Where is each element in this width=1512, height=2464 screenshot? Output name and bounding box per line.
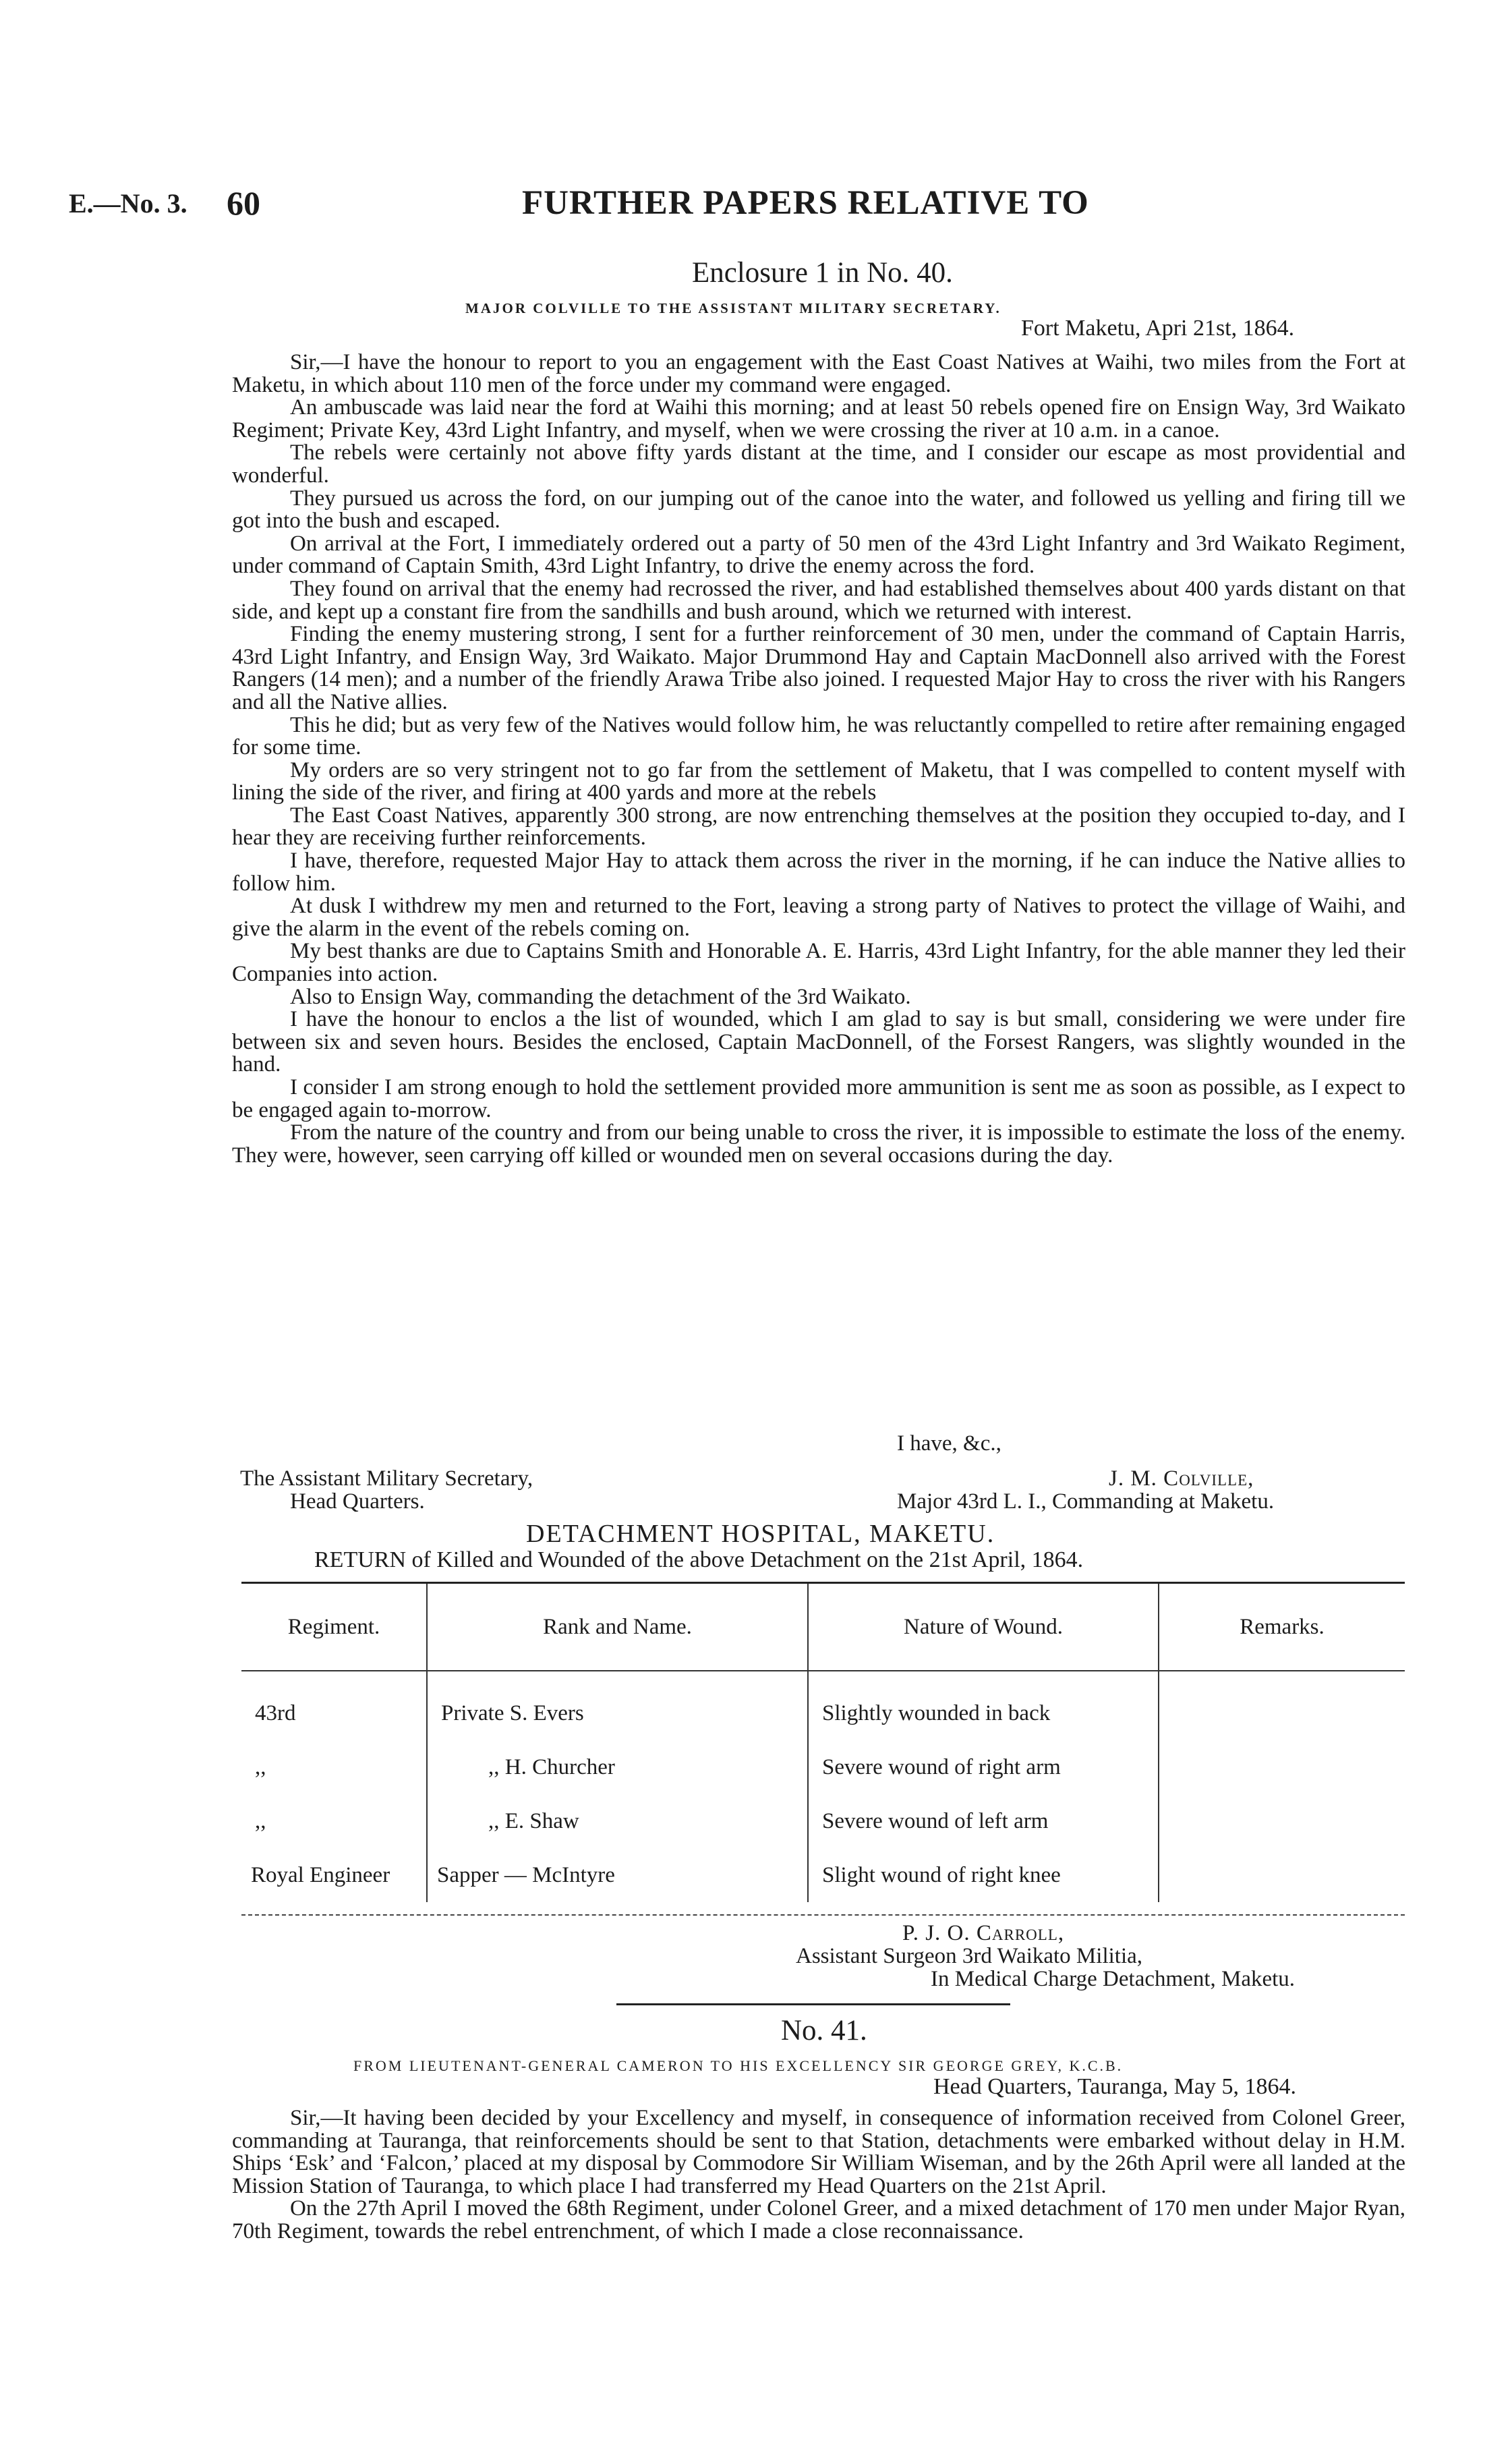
paragraph: At dusk I withdrew my men and returned to the Fort, leaving a strong party of Natives to protect the village of Waihi, and give the alarm in the event of the rebels coming on.	[232, 894, 1405, 941]
cell-rank-name: Sapper — McIntyre	[427, 1848, 808, 1902]
series-number: E.—No. 3.	[69, 188, 187, 219]
table-row	[241, 1848, 1405, 1902]
paragraph: An ambuscade was laid near the ford at Waihi this morning; and at least 50 rebels opened fire on Ensign Way, 3rd Waikato Regiment; Private Key, 43rd Light Infantry, and myself, when we were crossing the river at 10 a.m. in a canoe.	[232, 395, 1405, 442]
no41-place-date: Head Quarters, Tauranga, May 5, 1864.	[933, 2074, 1296, 2099]
paragraph: I have the honour to enclos a the list of wounded, which I am glad to say is but small, considering we were under fire between six and seven hours. Besides the enclosed, Captain MacDonnell, of the Forsest Rangers, was slightly wounded in the hand.	[232, 1007, 1405, 1077]
return-signature-line-2: In Medical Charge Detachment, Maketu.	[931, 1967, 1296, 1991]
signature-name: J. M. Colville,	[1109, 1466, 1254, 1491]
signature-title: Major 43rd L. I., Commanding at Maketu.	[897, 1489, 1275, 1514]
return-table	[241, 1584, 1405, 1902]
no41-from-to: FROM LIEUTENANT-GENERAL CAMERON TO HIS EXCELLENCY SIR GEORGE GREY, K.C.B.	[353, 2057, 1124, 2074]
table-row	[241, 1740, 1405, 1794]
cell-wound: Severe wound of left arm	[808, 1794, 1159, 1848]
no41-body	[232, 2107, 1405, 2243]
cell-rank-name: Private S. Evers	[427, 1686, 808, 1740]
return-title: DETACHMENT HOSPITAL, MAKETU.	[526, 1520, 995, 1548]
column-header: Nature of Wound.	[808, 1584, 1159, 1671]
return-subtitle: RETURN of Killed and Wounded of the above Detachment on the 21st April, 1864.	[314, 1547, 1084, 1572]
column-header: Remarks.	[1159, 1584, 1405, 1671]
section-divider	[616, 2003, 1010, 2005]
paragraph: The rebels were certainly not above fifty yards distant at the time, and I consider our escape as most providential and wonderful.	[232, 440, 1405, 488]
closing: I have, &c.,	[897, 1431, 1001, 1456]
paragraph: They found on arrival that the enemy had recrossed the river, and had established themselves about 400 yards distant on that side, and kept up a constant fire from the sandhills and bush around, which we returned with interest.	[232, 576, 1405, 624]
enclosure-body	[232, 351, 1405, 1167]
paragraph: My orders are so very stringent not to go far from the settlement of Maketu, that I was compelled to content myself with lining the side of the river, and firing at 400 yards and more at the rebels	[232, 757, 1405, 805]
cell-wound: Severe wound of right arm	[808, 1740, 1159, 1794]
cell-wound: Slightly wounded in back	[808, 1686, 1159, 1740]
cell-rank-name: ,, H. Churcher	[427, 1740, 808, 1794]
table-bottom-rule	[241, 1914, 1405, 1916]
paragraph: Sir,—I have the honour to report to you an engagement with the East Coast Natives at Waihi, two miles from the Fort at Maketu, in which about 110 men of the force under my command were engaged.	[232, 350, 1405, 397]
paragraph: They pursued us across the ford, on our jumping out of the canoe into the water, and followed us yelling and firing till we got into the bush and escaped.	[232, 486, 1405, 534]
cell-remarks	[1159, 1686, 1405, 1740]
return-signature-name: P. J. O. Carroll,	[902, 1921, 1065, 1945]
column-header: Rank and Name.	[427, 1584, 808, 1671]
cell-regiment: Royal Engineer	[251, 1862, 390, 1887]
addressee-line-1: The Assistant Military Secretary,	[240, 1466, 533, 1491]
paragraph: I have, therefore, requested Major Hay to attack them across the river in the morning, if he can induce the Native allies to follow him.	[232, 849, 1405, 896]
cell-remarks	[1159, 1740, 1405, 1794]
table-row	[241, 1686, 1405, 1740]
cell-regiment: ,,	[255, 1808, 266, 1833]
cell-rank-name: ,, E. Shaw	[427, 1794, 808, 1848]
table-row	[241, 1794, 1405, 1848]
paragraph: From the nature of the country and from our being unable to cross the river, it is impossible to estimate the loss of the enemy. They were, however, seen carrying off killed or wounded men on several occasions during the day.	[232, 1120, 1405, 1168]
enclosure-heading: Enclosure 1 in No. 40.	[692, 257, 953, 289]
enclosure-place-date: Fort Maketu, Apri 21st, 1864.	[1021, 316, 1295, 341]
paragraph: I consider I am strong enough to hold the settlement provided more ammunition is sent me as soon as possible, as I expect to be engaged again to-morrow.	[232, 1075, 1405, 1122]
addressee-line-2: Head Quarters.	[290, 1489, 425, 1514]
paragraph: My best thanks are due to Captains Smith and Honorable A. E. Harris, 43rd Light Infantry, for the able manner they led their Companies into action.	[232, 939, 1405, 987]
cell-wound: Slight wound of right knee	[808, 1848, 1159, 1902]
cell-remarks	[1159, 1794, 1405, 1848]
paragraph: Also to Ensign Way, commanding the detachment of the 3rd Waikato.	[290, 984, 911, 1009]
no41-heading: No. 41.	[781, 2015, 867, 2046]
table-header-row	[241, 1584, 1405, 1671]
enclosure-from-to: MAJOR COLVILLE TO THE ASSISTANT MILITARY SECRETARY.	[465, 300, 1001, 316]
paragraph: On arrival at the Fort, I immediately ordered out a party of 50 men of the 43rd Light Infantry and 3rd Waikato Regiment, under command of Captain Smith, 43rd Light Infantry, to drive the enemy across the ford.	[232, 531, 1405, 579]
paragraph: The East Coast Natives, apparently 300 strong, are now entrenching themselves at the position they occupied to-day, and I hear they are receiving further reinforcements.	[232, 803, 1405, 851]
cell-regiment: ,,	[255, 1754, 266, 1779]
return-signature-line-1: Assistant Surgeon 3rd Waikato Militia,	[796, 1944, 1143, 1968]
page-number: 60	[227, 184, 260, 222]
paragraph: Sir,—It having been decided by your Excellency and myself, in consequence of information received from Colonel Greer, commanding at Tauranga, that reinforcements should be sent to that Station, detachments were embarked without delay in H.M. Ships ‘Esk’ and ‘Falcon,’ placed at my disposal by Commodore Sir William Wiseman, and by the 26th April were all landed at the Mission Station of Tauranga, to which place I had transferred my Head Quarters on the 21st April.	[232, 2106, 1405, 2198]
paragraph: On the 27th April I moved the 68th Regiment, under Colonel Greer, and a mixed detachment of 170 men under Major Ryan, 70th Regiment, towards the rebel entrenchment, of which I made a close reconnaissance.	[232, 2196, 1405, 2243]
cell-remarks	[1159, 1848, 1405, 1902]
page-title: FURTHER PAPERS RELATIVE TO	[522, 184, 1089, 222]
column-header: Regiment.	[241, 1584, 427, 1671]
paragraph: Finding the enemy mustering strong, I sent for a further reinforcement of 30 men, under the command of Captain Harris, 43rd Light Infantry, and Ensign Way, 3rd Waikato. Major Drummond Hay and Captain MacDonnell also arrived with the Forest Rangers (14 men); and a number of the friendly Arawa Tribe also joined. I requested Major Hay to cross the river with his Rangers and all the Native allies.	[232, 622, 1405, 714]
paragraph: This he did; but as very few of the Natives would follow him, he was reluctantly compelled to retire after remaining engaged for some time.	[232, 712, 1405, 760]
cell-regiment: 43rd	[255, 1700, 296, 1725]
